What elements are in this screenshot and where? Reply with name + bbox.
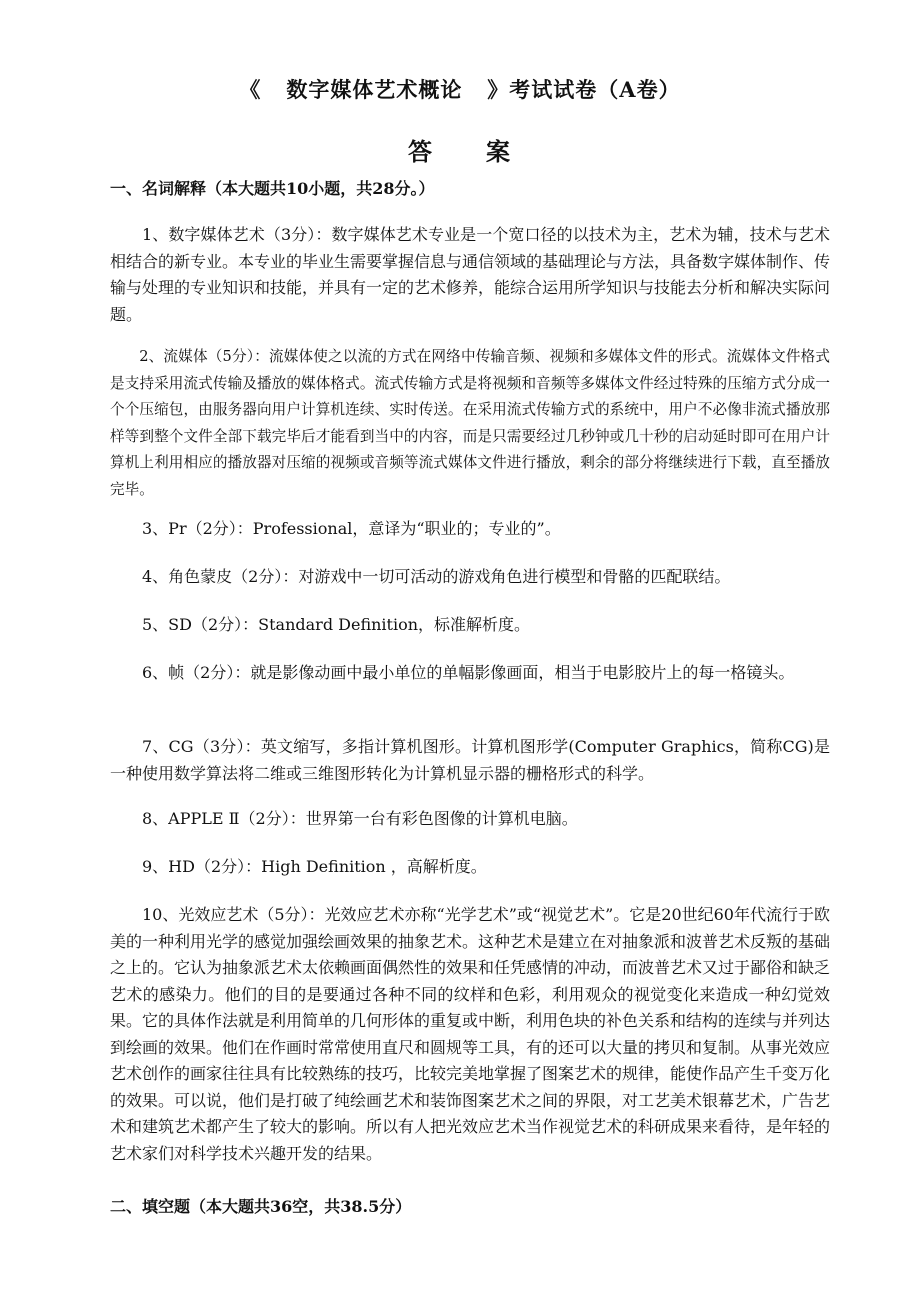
term-item-7: 7、CG（3分）：英文缩写，多指计算机图形。计算机图形学(Computer Graphics，简称CG)是一种使用数学算法将二维或三维图形转化为计算机显示器的栅格形式的科学。 (110, 737, 830, 783)
section-1-heading: 一、名词解释（本大题共10小题，共28分。） (110, 179, 435, 198)
section-2-heading: 二、填空题（本大题共36空，共38.5分） (110, 1197, 412, 1216)
term-item-9: 9、HD（2分）：High Definition ，高解析度。 (142, 857, 487, 876)
answer-heading-char-1: 答 (408, 137, 434, 166)
term-item-3: 3、Pr（2分）：Professional，意译为“职业的；专业的”。 (142, 519, 561, 538)
term-item-8: 8、APPLE Ⅱ（2分）：世界第一台有彩色图像的计算机电脑。 (142, 809, 578, 828)
term-item-10: 10、光效应艺术（5分）：光效应艺术亦称“光学艺术”或“视觉艺术”。它是20世纪60年代流行于欧美的一种利用光学的感觉加强绘画效果的抽象艺术。这种艺术是建立在对抽象派和波普艺术反叛的基础之上的。它认为抽象派艺术太依赖画面偶然性的效果和任凭感情的冲动，而波普艺术又过于鄙俗和缺乏艺术的感染力。他们的目的是要通过各种不同的纹样和色彩，利用观众的视觉变化来造成一种幻觉效果。它的具体作法就是利用简单的几何形体的重复或中断，利用色块的补色关系和结构的连续与并列达到绘画的效果。他们在作画时常常使用直尺和圆规等工具，有的还可以大量的拷贝和复制。从事光效应艺术创作的画家往往具有比较熟练的技巧，比较完美地掌握了图案艺术的规律，能使作品产生千变万化的效果。可以说，他们是打破了纯绘画艺术和装饰图案艺术之间的界限，对工艺美术银幕艺术，广告艺术和建筑艺术都产生了较大的影响。所以有人把光效应艺术当作视觉艺术的科研成果来看待，是年轻的艺术家们对科学技术兴趣开发的结果。 (110, 905, 831, 1163)
document-title: 《 数字媒体艺术概论 》考试试卷（A卷） (239, 77, 681, 102)
answer-heading (0, 134, 920, 170)
term-item-4: 4、角色蒙皮（2分）：对游戏中一切可活动的游戏角色进行模型和骨骼的匹配联结。 (142, 567, 731, 586)
answer-heading-char-2: 案 (486, 137, 512, 166)
term-item-2: 2、流媒体（5分）：流媒体使之以流的方式在网络中传输音频、视频和多媒体文件的形式。流媒体文件格式是支持采用流式传输及播放的媒体格式。流式传输方式是将视频和音频等多媒体文件经过特殊的压缩方式分成一个个压缩包，由服务器向用户计算机连续、实时传送。在采用流式传输方式的系统中，用户不必像非流式播放那样等到整个文件全部下载完毕后才能看到当中的内容，而是只需要经过几秒钟或几十秒的启动延时即可在用户计算机上利用相应的播放器对压缩的视频或音频等流式媒体文件进行播放，剩余的部分将继续进行下载，直至播放完毕。 (110, 348, 830, 498)
term-item-6: 6、帧（2分）：就是影像动画中最小单位的单幅影像画面，相当于电影胶片上的每一格镜头。 (142, 663, 795, 682)
term-item-1: 1、数字媒体艺术（3分）：数字媒体艺术专业是一个宽口径的以技术为主，艺术为辅，技术与艺术相结合的新专业。本专业的毕业生需要掌握信息与通信领域的基础理论与方法，具备数字媒体制作、传输与处理的专业知识和技能，并具有一定的艺术修养，能综合运用所学知识与技能去分析和解决实际问题。 (110, 225, 831, 324)
term-item-5: 5、SD（2分）：Standard Definition，标准解析度。 (142, 615, 531, 634)
